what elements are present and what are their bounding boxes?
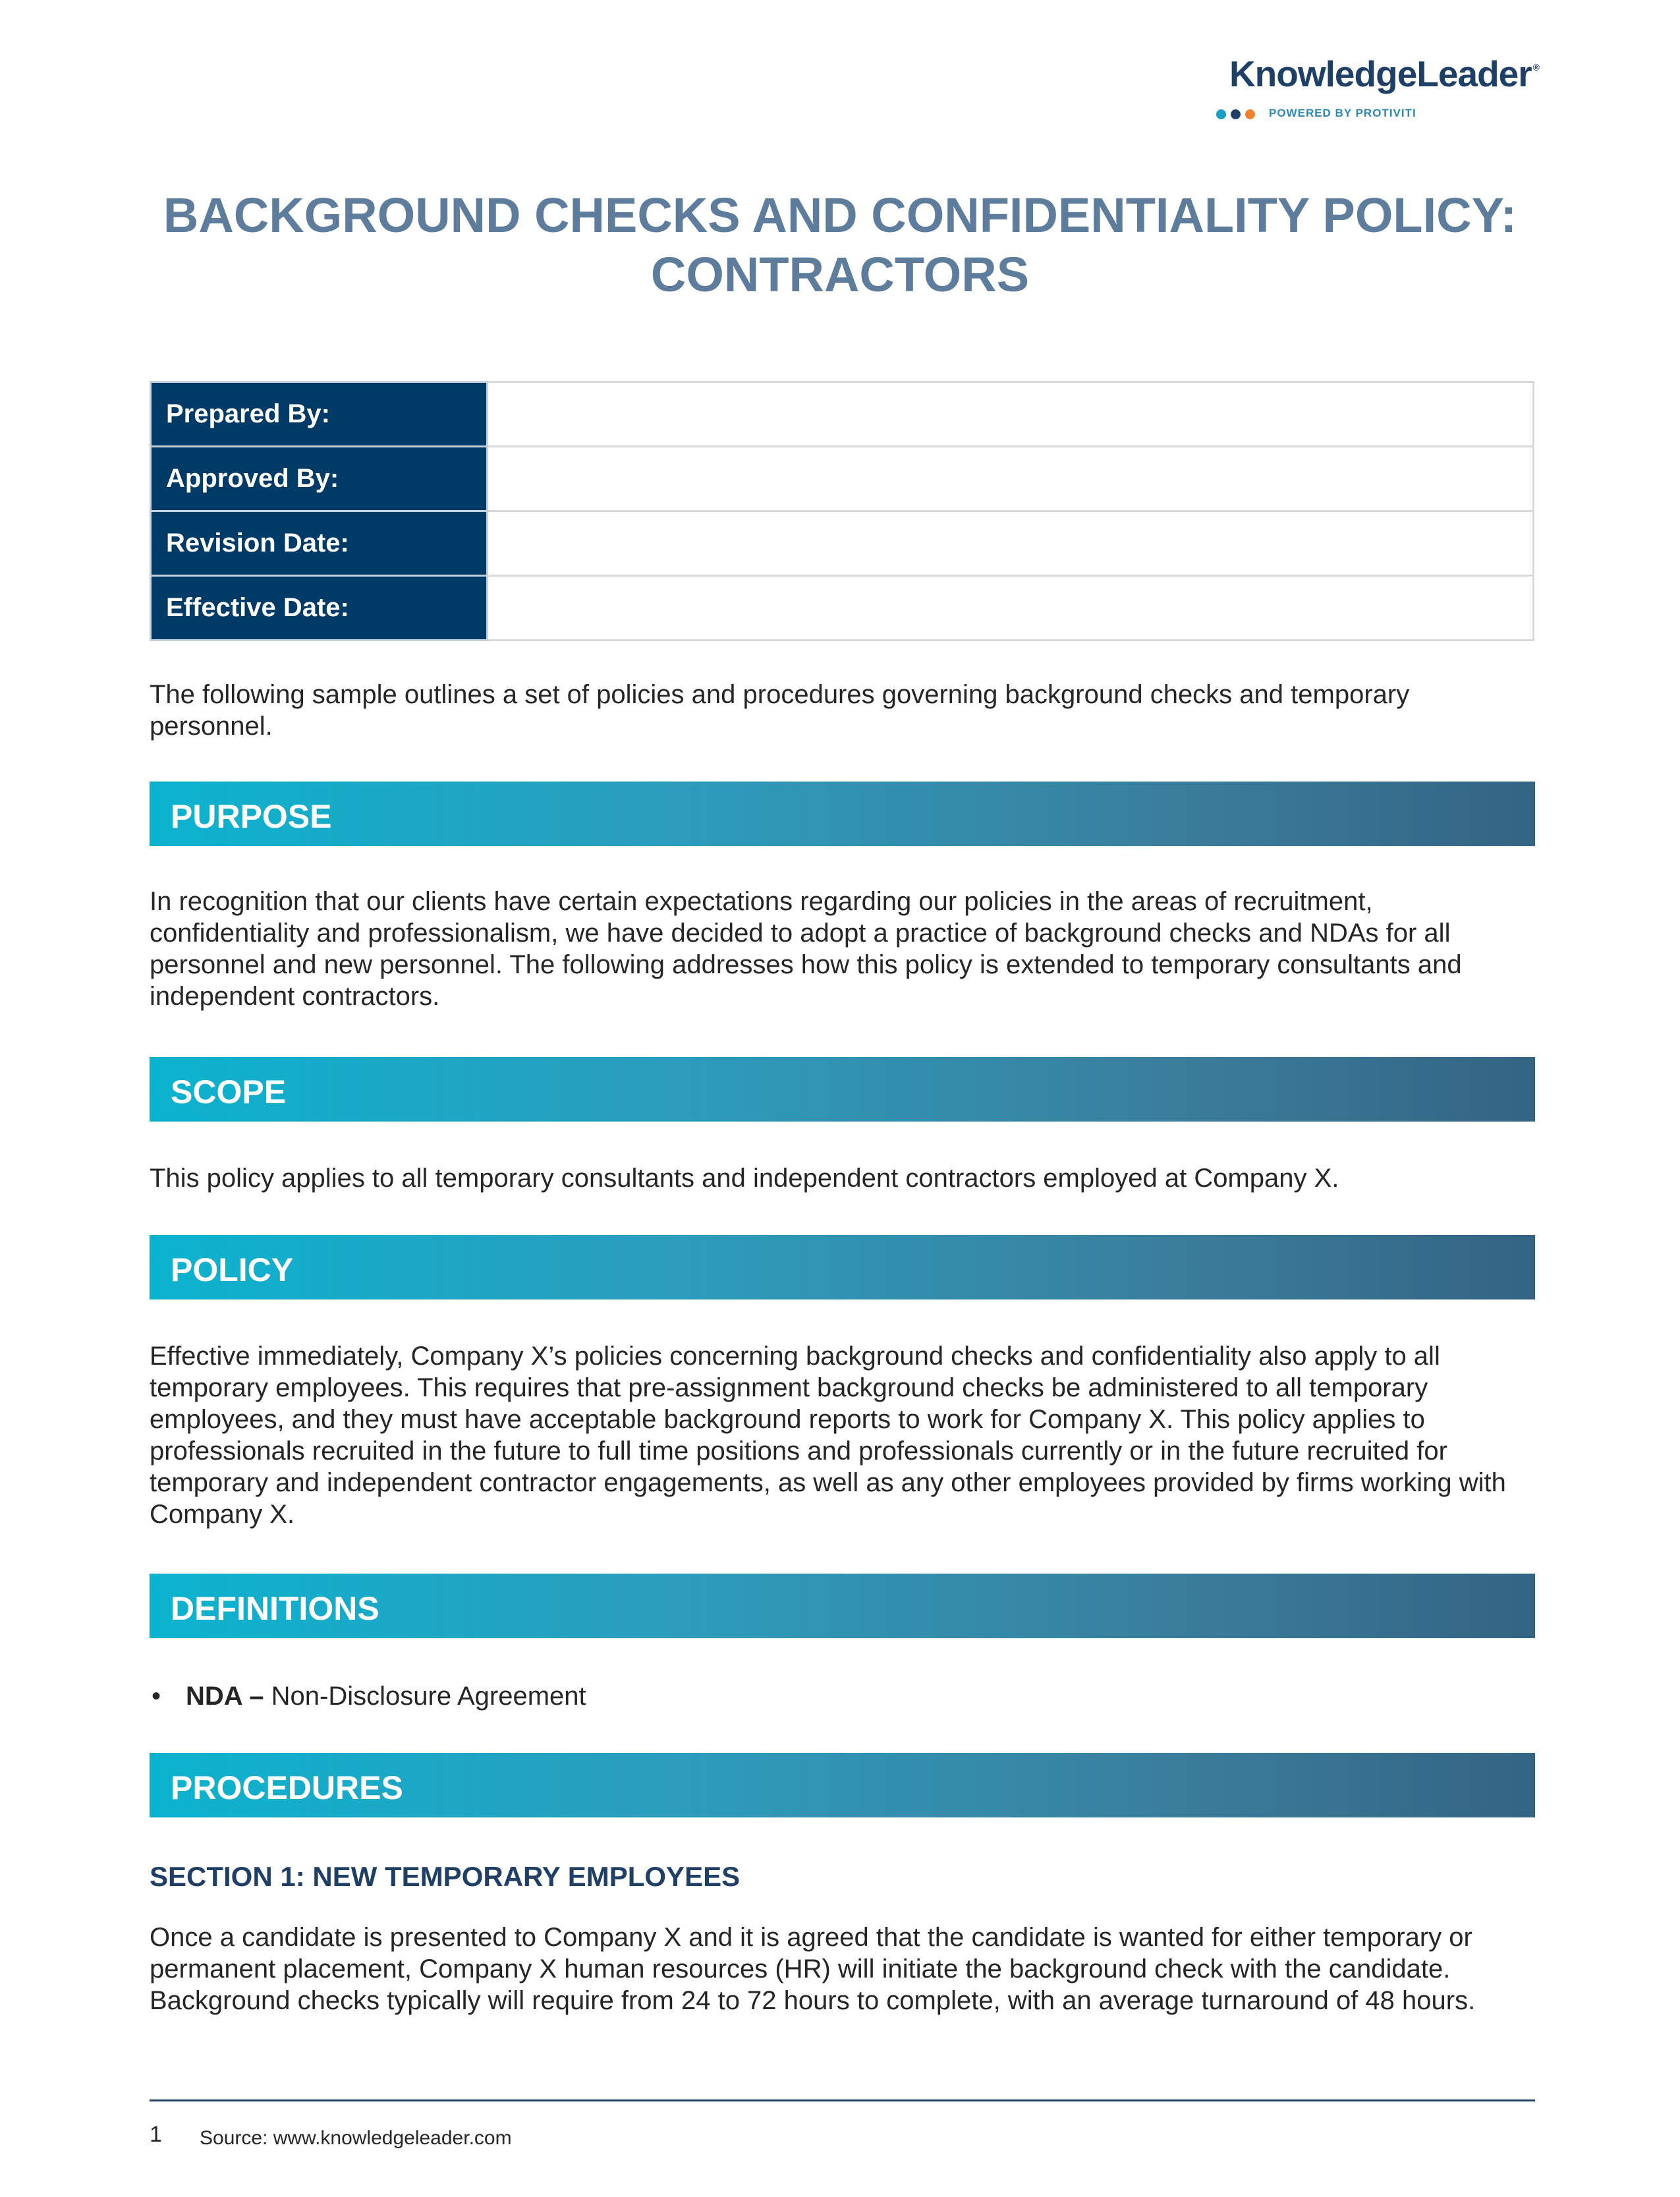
definition-text: Non-Disclosure Agreement xyxy=(264,1682,586,1711)
section-bar-definitions xyxy=(150,1574,1535,1638)
scope-paragraph: This policy applies to all temporary consultants and independent contractors employed at Company X. xyxy=(150,1164,1339,1193)
logo-dot-icon xyxy=(1231,109,1241,119)
footer-source: Source: www.knowledgeleader.com xyxy=(200,2127,512,2149)
table-row xyxy=(151,382,1534,447)
definition-term: NDA – xyxy=(186,1682,264,1711)
logo-dot-icon xyxy=(1245,109,1255,119)
policy-paragraph: Effective immediately, Company X’s policies concerning background checks and confidentiality also apply to all temporary employees. This requires that pre-assignment background checks be administered to all temporary employees, and they must have acceptable background reports to work for Company X. This policy applies to professionals recruited in the future to full time positions and professionals currently or in the future recruited for temporary and independent contractor engagements, as well as any other employees provided by firms working with Company X. xyxy=(150,1342,1506,1529)
document-title-line1: BACKGROUND CHECKS AND CONFIDENTIALITY POLICY: xyxy=(163,188,1517,243)
section-bar-procedures xyxy=(150,1753,1535,1817)
bullet-icon: • xyxy=(152,1682,161,1711)
page-number: 1 xyxy=(150,2122,162,2147)
logo-tagline: POWERED BY PROTIVITI xyxy=(1269,107,1416,119)
section-heading-purpose: PURPOSE xyxy=(171,798,332,835)
table-row xyxy=(151,576,1534,641)
effective-date-label: Effective Date: xyxy=(151,576,488,641)
footer-divider xyxy=(150,2099,1535,2101)
list-item xyxy=(152,1680,586,1712)
prepared-by-value[interactable] xyxy=(488,382,1534,447)
document-info-table xyxy=(150,381,1534,641)
section-bar-scope xyxy=(150,1057,1535,1122)
section-heading-policy: POLICY xyxy=(171,1251,294,1288)
intro-paragraph: The following sample outlines a set of policies and procedures governing background checks and temporary personnel. xyxy=(150,680,1410,741)
section-bar-purpose xyxy=(150,782,1535,846)
section-heading-procedures: PROCEDURES xyxy=(171,1769,403,1806)
approved-by-label: Approved By: xyxy=(151,447,488,511)
prepared-by-label: Prepared By: xyxy=(151,382,488,447)
procedures-paragraph: Once a candidate is presented to Company X and it is agreed that the candidate is wanted for either temporary or permanent placement, Company X human resources (HR) will initiate the background check with the candidate. Background checks typically will require from 24 to 72 hours to complete, with an average turnaround of 48 hours. xyxy=(150,1923,1476,2015)
effective-date-value[interactable] xyxy=(488,576,1534,641)
document-title-line2: CONTRACTORS xyxy=(650,247,1030,302)
table-row xyxy=(151,447,1534,511)
section-heading-scope: SCOPE xyxy=(171,1073,287,1110)
table-row xyxy=(151,511,1534,576)
purpose-paragraph: In recognition that our clients have certain expectations regarding our policies in the areas of recruitment, confidentiality and professionalism, we have decided to adopt a practice of background checks and NDAs for all personnel and new personnel. The following addresses how this policy is extended to temporary consultants and independent contractors. xyxy=(150,887,1462,1011)
section-bar-policy xyxy=(150,1235,1535,1299)
logo-registered-mark: ® xyxy=(1532,62,1539,72)
document-title xyxy=(132,186,1548,304)
revision-date-label: Revision Date: xyxy=(151,511,488,576)
logo-dot-icon xyxy=(1216,109,1226,119)
revision-date-value[interactable] xyxy=(488,511,1534,576)
logo-wordmark: KnowledgeLeader xyxy=(1229,53,1532,94)
knowledgeleader-logo xyxy=(1216,53,1539,95)
procedures-subheading: SECTION 1: NEW TEMPORARY EMPLOYEES xyxy=(150,1861,741,1892)
approved-by-value[interactable] xyxy=(488,447,1534,511)
section-heading-definitions: DEFINITIONS xyxy=(171,1590,379,1627)
